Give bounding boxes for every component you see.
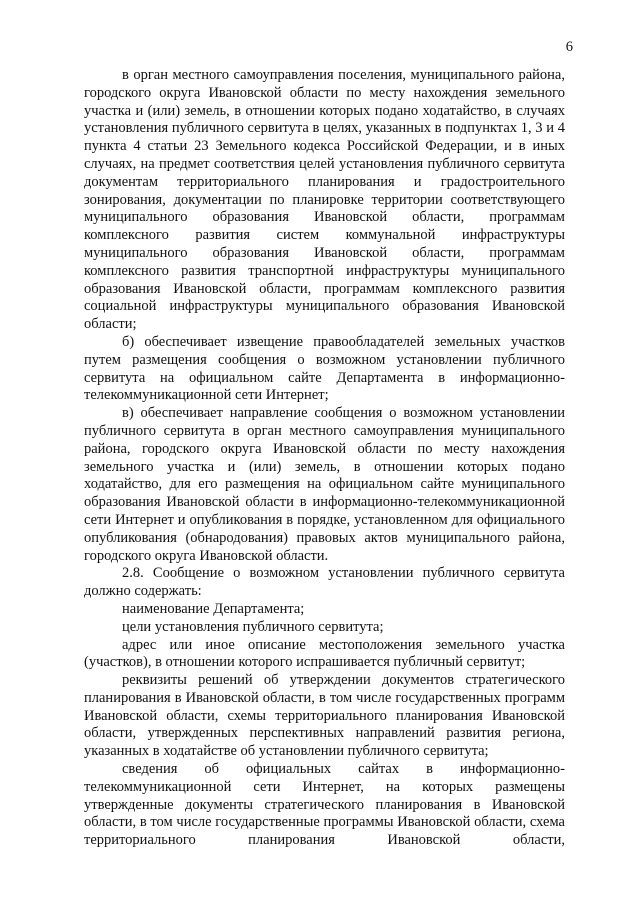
page-number: 6 <box>565 39 573 55</box>
paragraph-b-notify-owners: б) обеспечивает извещение правообладателей земельных участков путем размещения сообщения о возможном установлении публичного сервитута на официальном сайте Департамента в информационно-телекоммуникационной сети Интернет; <box>84 333 565 404</box>
list-item-decision-details: реквизиты решений об утверждении документов стратегического планирования в Ивановской области, в том числе государственных программ Ивановской области, схемы территориального планирования Ивановской области, утвержденных перспективных направлений развития региона, указанных в ходатайстве об установлении публичного сервитута; <box>84 672 565 760</box>
paragraph-2-8-message-contents: 2.8. Сообщение о возможном установлении публичного сервитута должно содержать: <box>84 565 565 600</box>
list-item-servitude-purpose: цели установления публичного сервитута; <box>122 618 384 635</box>
list-item-department-name: наименование Департамента; <box>122 600 305 617</box>
paragraph-c-send-message: в) обеспечивает направление сообщения о возможном установлении публичного сервитута в орган местного самоуправления муниципального района, городского округа Ивановской области по месту нахождения земельного участка и (или) земель, в отношении которых подано ходатайство, для его размещения на официальном сайте муниципального образования Ивановской области в информационно-телекоммуникационной сети Интернет и опубликования в порядке, установленном для официального опубликования (обнародования) правовых актов муниципального района, городского округа Ивановской области. <box>84 405 565 564</box>
list-item-land-address: адрес или иное описание местоположения земельного участка (участков), в отношении которого испрашивается публичный сервитут; <box>84 636 565 671</box>
list-item-official-websites: сведения об официальных сайтах в информационно-телекоммуникационной сети Интернет, на которых размещены утвержденные документы стратегического планирования в Ивановской области, в том числе государственные программы Ивановской области, схема территориального планирования Ивановской области, <box>84 761 565 849</box>
paragraph-continuation-approval-request: в орган местного самоуправления поселения, муниципального района, городского округа Ивановской области по месту нахождения земельного участка и (или) земель, в отношении которых подано ходатайство, в случаях установления публичного сервитута в целях, указанных в подпунктах 1, 3 и 4 пункта 4 статьи 23 Земельного кодекса Российской Федерации, и в иных случаях, на предмет соответствия целей установления публичного сервитута документам территориального планирования и градостроительного зонирования, документации по планировке территории соответствующего муниципального образования Ивановской области, программам комплексного развития систем коммунальной инфраструктуры муниципального образования Ивановской области, программам комплексного развития транспортной инфраструктуры муниципального образования Ивановской области, программам комплексного развития социальной инфраструктуры муниципального образования Ивановской области; <box>84 67 565 333</box>
document-body <box>84 67 565 850</box>
